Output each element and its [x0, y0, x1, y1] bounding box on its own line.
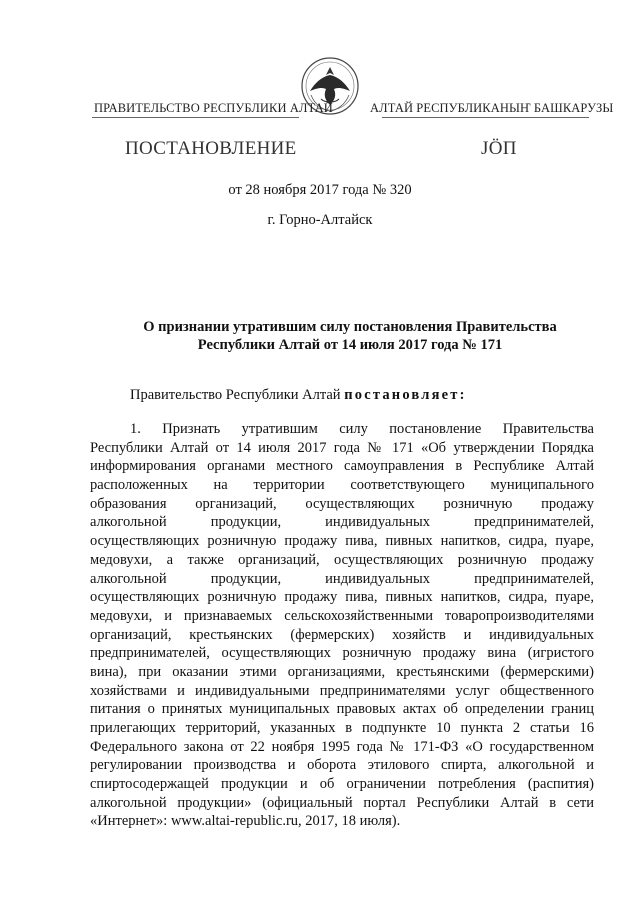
body-line: расположенных на территории соответствующего муниципального [90, 477, 594, 494]
body-line: регулировании производства и оборота этилового спирта, алкогольной и [90, 757, 594, 774]
body-line: осуществляющих розничную продажу пива, пивных напитков, сидра, пуаре, [90, 589, 594, 606]
preamble-subject: Правительство Республики Алтай [130, 387, 341, 403]
document-body [90, 420, 594, 831]
body-line: информирования органами местного самоуправления в Республике Алтай [90, 458, 594, 475]
body-line: организаций, крестьянских (фермерских) хозяйств и индивидуальных [90, 626, 594, 643]
body-line: хозяйствами и индивидуальными предпринимателями услуг общественного [90, 682, 594, 699]
body-line: алкогольной продукции» (официальный портал Республики Алтай в сети [90, 794, 594, 811]
body-line: медовухи, и признаваемых сельскохозяйственными товаропроизводителями [90, 607, 594, 624]
body-line: предпринимателей, осуществляющих розничную продажу вина (игристого [90, 645, 594, 662]
body-line: вина), при оказании этими организациями, крестьянскими (фермерскими) [90, 663, 594, 680]
preamble-verb: постановляет: [344, 387, 467, 403]
body-line: алкогольной продукции, индивидуальных предпринимателей, [90, 514, 594, 531]
document-title-line: О признании утратившим силу постановления Правительства [143, 319, 557, 335]
document-type-altai: ЈӦП [481, 138, 517, 159]
body-line: «Интернет»: www.altai-republic.ru, 2017, 18 июля). [90, 813, 401, 830]
document-type-russian: ПОСТАНОВЛЕНИЕ [125, 138, 297, 159]
body-line: питания о принятых муниципальных правовых актах об определении границ [90, 701, 594, 718]
document-title [100, 318, 600, 354]
body-line: прилегающих территорий, указанных в подпункте 10 пункта 2 статьи 16 [90, 720, 594, 736]
government-name-altai: АЛТАЙ РЕСПУБЛИКАНЫҤ БАШКАРУЗЫ [370, 101, 614, 115]
body-line: спиртосодержащей продукции и об ограничении потребления (распития) [90, 776, 594, 793]
government-name-russian: ПРАВИТЕЛЬСТВО РЕСПУБЛИКИ АЛТАЙ [94, 101, 333, 115]
document-city: г. Горно-Алтайск [267, 212, 373, 228]
body-line: 1. Признать утратившим силу постановление Правительства [130, 421, 594, 437]
body-line: медовухи, а также организаций, осуществляющих розничную продажу [90, 551, 594, 568]
body-line: образования организаций, осуществляющих розничную продажу [90, 495, 594, 512]
document-title-line: Республики Алтай от 14 июля 2017 года № 171 [197, 337, 503, 353]
preamble [130, 387, 467, 404]
body-line: Федерального закона от 22 ноября 1995 года № 171-ФЗ «О государственном [90, 738, 594, 755]
header-rule [92, 117, 589, 118]
body-line: алкогольной продукции, индивидуальных предпринимателей, [90, 570, 594, 587]
body-line: осуществляющих розничную продажу пива, пивных напитков, сидра, пуаре, [90, 533, 594, 550]
document-date-number: от 28 ноября 2017 года № 320 [228, 182, 412, 198]
body-line: Республики Алтай от 14 июля 2017 года № 171 «Об утверждении Порядка [90, 439, 594, 456]
